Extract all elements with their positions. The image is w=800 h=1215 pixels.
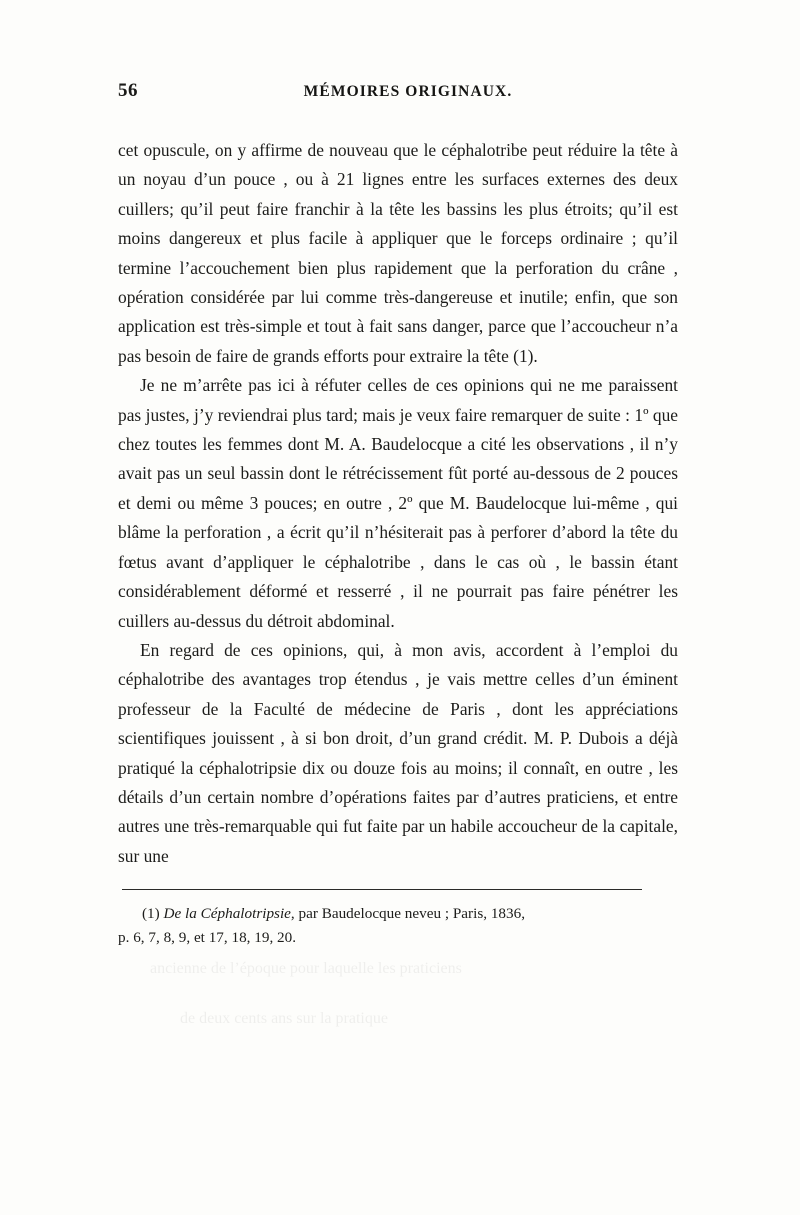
paragraph: En regard de ces opinions, qui, à mon avis, accordent à l’emploi du céphalotribe des avantages trop étendus , je vais mettre celles d’un éminent professeur de la Faculté de médecine de Paris , dont les appréciations scientifiques jouissent , à si bon droit, d’un grand crédit. M. P. Dubois a déjà pratiqué la céphalotripsie dix ou douze fois au moins; il connaît, en outre , les détails d’un certain nombre d’opérations faites par d’autres praticiens, et entre autres une très-remarquable qui fut faite par un habile accoucheur de la capitale, sur une (118, 639, 678, 866)
footnote-title: De la Céphalotripsie (163, 905, 291, 923)
page-content (118, 80, 678, 950)
footnote-marker: (1) (142, 905, 160, 923)
page-number: 56 (118, 80, 138, 101)
footnote-line (118, 902, 678, 926)
footnote-separator (122, 889, 642, 890)
bleed-through-text: de deux cents ans sur la pratique (180, 1010, 388, 1027)
running-head: MÉMOIRES ORIGINAUX. (303, 83, 513, 100)
bleed-through-text: ancienne de l’époque pour laquelle les praticiens (150, 960, 462, 977)
paragraph: cet opuscule, on y affirme de nouveau que le céphalotribe peut réduire la tête à un noyau d’un pouce , ou à 21 lignes entre les surfaces externes des deux cuillers; qu’il peut faire franchir à la tête les bassins les plus étroits; qu’il est moins dangereux et plus facile à appliquer que le forceps ordinaire ; qu’il termine l’accouchement bien plus rapidement que la perforation du crâne , opération considérée par lui comme très-dangereuse et inutile; enfin, que son application est très-simple et tout à fait sans danger, parce que l’accoucheur n’a pas besoin de faire de grands efforts pour extraire la tête (1). (118, 140, 678, 366)
footnote-line-2: p. 6, 7, 8, 9, et 17, 18, 19, 20. (118, 929, 297, 947)
footnote-rest: , par Baudelocque neveu ; Paris, 1836, (290, 905, 526, 923)
paragraph: Je ne m’arrête pas ici à réfuter celles de ces opinions qui ne me paraissent pas justes, j’y reviendrai plus tard; mais je veux faire remarquer de suite : 1º que chez toutes les femmes dont M. A. Baudelocque a cité les observations , il n’y avait pas un seul bassin dont le rétrécissement fût porté au-dessous de 2 pouces et demi ou même 3 pouces; en outre , 2º que M. Baudelocque lui-même , qui blâme la perforation , a écrit qu’il n’hésiterait pas à perforer d’abord la tête du fœtus avant d’appliquer le céphalotribe , dans le cas où , le bassin étant considérablement déformé et resserré , il ne pourrait pas faire pénétrer les cuillers au-dessus du détroit abdominal. (118, 375, 678, 631)
body-text (118, 136, 678, 871)
page-header (118, 80, 678, 110)
footnote (118, 902, 678, 950)
